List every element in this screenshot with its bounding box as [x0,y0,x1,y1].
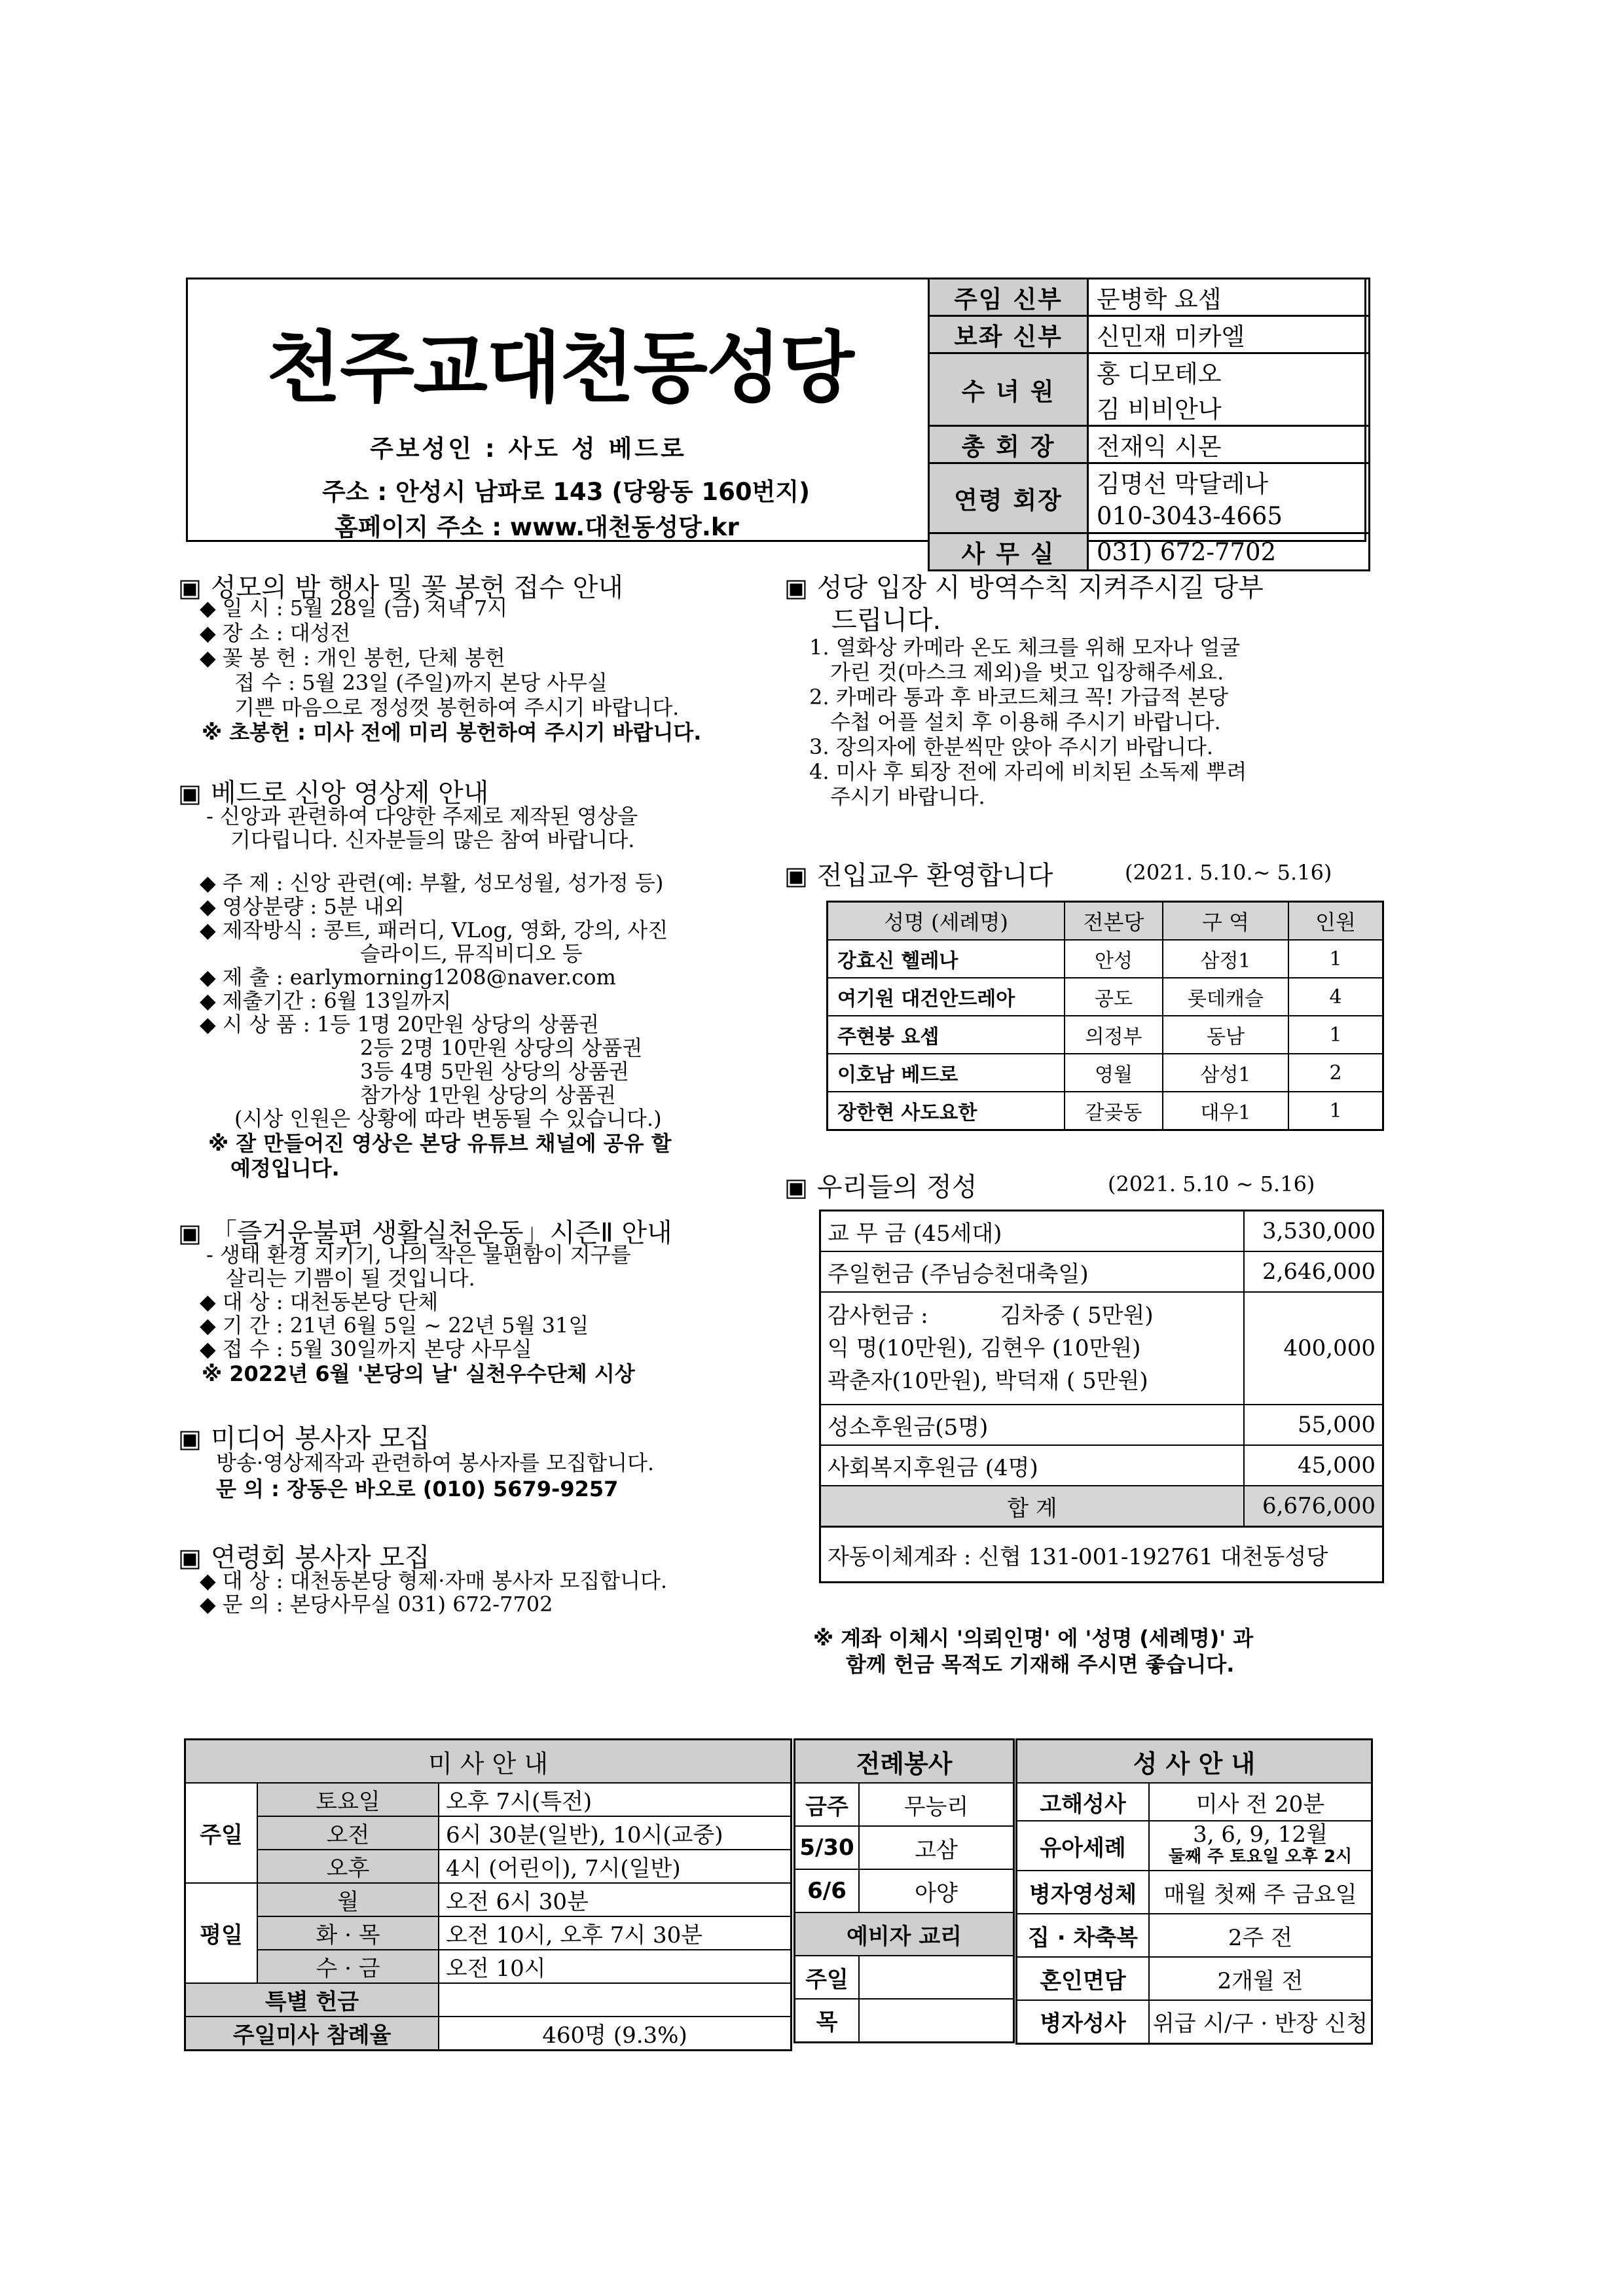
staff-directory [928,278,1370,571]
special-offering-label: 특별 헌금 [185,1983,439,2017]
video-festival-prize-3: 3등 4명 5만원 상당의 상품권 [360,1059,629,1084]
media-volunteer-contact: 문 의 : 장동은 바오로 (010) 5679-9257 [216,1477,619,1501]
quarantine-rule-2: 2. 카메라 통과 후 바코드체크 꼭! 가급적 본당 [809,685,1229,709]
diamond-bullet-icon: ◆ [200,918,216,942]
parish-address: 주소 : 안성시 남파로 143 (당왕동 160번지) [322,478,811,506]
member-count: 2 [1288,1054,1383,1092]
infant-baptism-value [1149,1821,1372,1871]
sick-communion-value: 매월 첫째 주 금요일 [1149,1871,1372,1914]
former-parish: 안성 [1065,940,1163,978]
square-bullet-icon: ▣ [784,1173,808,1202]
elder-volunteer-contact: ◆ 문 의 : 본당사무실 031) 672-7702 [200,1592,553,1617]
newcomer-name: 장한현 사도요한 [828,1092,1065,1130]
liturgy-week-value: 무능리 [859,1783,1014,1826]
square-bullet-icon: ▣ [178,779,202,808]
newcomer-name: 여기원 대건안드레아 [828,978,1065,1016]
liturgy-date-label: 5/30 [795,1826,860,1869]
sacrament-table [1015,1738,1373,2045]
eco-campaign-intro-2: 살리는 기쁨이 될 것입니다. [226,1266,475,1291]
sacrament-table-title: 성 사 안 내 [1017,1740,1372,1784]
square-bullet-icon: ▣ [178,1424,202,1453]
table-row [820,1292,1383,1405]
section-title-quarantine-2: 드립니다. [831,605,941,636]
video-festival-theme: ◆ 주 제 : 신앙 관련(예: 부활, 성모성월, 성가정 등) [200,870,664,895]
account-row [820,1527,1383,1583]
offering-amount: 3,530,000 [1244,1211,1383,1252]
district: 삼성1 [1163,1054,1288,1092]
column-header: 구 역 [1163,902,1288,941]
weekday-label: 평일 [185,1883,258,1983]
morning-time: 6시 30분(일반), 10시(교중) [439,1816,792,1850]
offering-period: (2021. 5.10 ~ 5.16) [1108,1172,1315,1196]
president-name: 전재익 시몬 [1088,426,1370,463]
diamond-bullet-icon: ◆ [200,894,216,919]
wed-fri-label: 수 · 금 [257,1950,439,1983]
attendance-label: 주일미사 참례율 [185,2017,439,2051]
offering-label: 주일헌금 (주님승천대축일) [820,1251,1245,1292]
catechism-day-value [859,1956,1014,1999]
newcomers-table [826,901,1384,1131]
diamond-bullet-icon: ◆ [200,645,216,670]
column-header: 전본당 [1065,902,1163,941]
bulletin-header [186,278,1366,568]
media-volunteer-desc: 방송·영상제작과 관련하여 봉사자를 모집합니다. [216,1450,655,1475]
blessing-value: 2주 전 [1149,1914,1372,1957]
table-row [820,1405,1383,1445]
confession-label: 고해성사 [1017,1783,1150,1821]
video-festival-format: ◆ 제작방식 : 콩트, 패러디, VLog, 영화, 강의, 사진 [200,918,668,942]
square-bullet-icon: ▣ [784,861,808,890]
catechism-day-label: 목 [795,1999,860,2042]
eco-campaign-intro-1: - 생태 환경 지키기, 나의 작은 불편함이 지구를 [206,1242,631,1267]
section-title-quarantine: ▣ 성당 입장 시 방역수칙 지켜주시길 당부 [784,573,1264,603]
eco-campaign-award: ※ 2022년 6월 '본당의 날' 실천우수단체 시상 [202,1361,635,1386]
quarantine-rule-4b: 주시기 바랍니다. [830,784,985,809]
district: 롯데캐슬 [1163,978,1288,1016]
section-title-elder-volunteer: ▣ 연령회 봉사자 모집 [178,1543,430,1573]
quarantine-rule-2b: 수첩 어플 설치 후 이용해 주시기 바랍니다. [830,709,1221,734]
liturgy-service-table [793,1738,1015,2043]
wed-fri-time: 오전 10시 [439,1950,792,1983]
transfer-note-2: 함께 헌금 목적도 기재해 주시면 좋습니다. [846,1652,1235,1677]
quarantine-rule-3: 3. 장의자에 한분씩만 앉아 주시기 바랍니다. [809,734,1214,759]
anointing-label: 병자성사 [1017,2000,1150,2043]
diamond-bullet-icon: ◆ [200,1313,216,1338]
square-bullet-icon: ▣ [784,573,808,602]
anointing-value: 위급 시/구 · 반장 신청 [1149,2000,1372,2043]
total-row [820,1486,1383,1527]
pastor-label: 주임 신부 [929,279,1088,316]
sisters-label: 수 녀 원 [929,353,1088,426]
offering-label: 성소후원금(5명) [820,1405,1245,1445]
video-festival-youtube-note-2: 예정입니다. [230,1156,340,1181]
section-title-offering: ▣ 우리들의 정성 [784,1172,977,1202]
offering-amount: 400,000 [1244,1292,1383,1405]
former-parish: 영월 [1065,1054,1163,1092]
diamond-bullet-icon: ◆ [200,988,216,1013]
offering-label: 사회복지후원금 (4명) [820,1445,1245,1486]
afternoon-label: 오후 [257,1850,439,1883]
elder-volunteer-target: ◆ 대 상 : 대천동본당 형제·자매 봉사자 모집합니다. [200,1568,668,1593]
video-festival-prize-4: 참가상 1만원 상당의 상품권 [360,1083,616,1107]
diamond-bullet-icon: ◆ [200,1289,216,1314]
thanks-offering-cell [820,1292,1245,1405]
catechism-day-value [859,1999,1014,2042]
table-row [828,978,1383,1016]
table-row [828,940,1383,978]
video-festival-prize-note: (시상 인원은 상황에 따라 변동될 수 있습니다.) [234,1106,662,1131]
member-count: 1 [1288,1016,1383,1054]
offering-amount: 2,646,000 [1244,1251,1383,1292]
mary-night-reception: 접 수 : 5월 23일 (주일)까지 본당 사무실 [234,670,608,695]
square-bullet-icon: ▣ [178,573,202,602]
eco-campaign-period: ◆ 기 간 : 21년 6월 5일 ~ 22년 5월 31일 [200,1313,589,1338]
quarantine-rule-1b: 가린 것(마스크 제외)을 벗고 입장해주세요. [830,660,1224,685]
total-label: 합 계 [820,1486,1245,1527]
mary-night-time: ◆ 일 시 : 5월 28일 (금) 저녁 7시 [200,596,508,620]
blessing-label: 집 · 차축복 [1017,1914,1150,1957]
district: 동남 [1163,1016,1288,1054]
table-row [820,1211,1383,1252]
video-festival-youtube-note: ※ 잘 만들어진 영상은 본당 유튜브 채널에 공유 할 [208,1131,672,1156]
liturgy-week-label: 금주 [795,1783,860,1826]
square-bullet-icon: ▣ [178,1543,202,1572]
pastor-name: 문병학 요셉 [1088,279,1370,316]
newcomer-name: 주현붕 요셉 [828,1016,1065,1054]
sister-name-1: 홍 디모테오 [1088,353,1370,390]
offering-label: 감사헌금 : [828,1302,928,1329]
former-parish: 공도 [1065,978,1163,1016]
tue-thu-label: 화 · 목 [257,1916,439,1950]
attendance-value: 460명 (9.3%) [439,2017,792,2051]
mary-night-flower: ◆ 꽃 봉 헌 : 개인 봉헌, 단체 봉헌 [200,645,505,670]
diamond-bullet-icon: ◆ [200,620,216,645]
elder-label: 연령 회장 [929,463,1088,533]
morning-label: 오전 [257,1816,439,1850]
newcomers-period: (2021. 5.10.~ 5.16) [1125,860,1332,885]
square-bullet-icon: ▣ [178,1219,202,1247]
diamond-bullet-icon: ◆ [200,1012,216,1037]
newcomer-name: 강효신 헬레나 [828,940,1065,978]
office-label: 사 무 실 [929,533,1088,571]
district: 대우1 [1163,1092,1288,1130]
liturgy-date-label: 6/6 [795,1869,860,1912]
office-phone: 031) 672-7702 [1088,533,1370,571]
video-festival-prize-1: ◆ 시 상 품 : 1등 1명 20만원 상당의 상품권 [200,1012,600,1037]
special-offering-value [439,1983,792,2017]
mass-table-title: 미 사 안 내 [185,1740,792,1784]
donor-line: 곽춘자(10만원), 박덕재 ( 5만원) [828,1368,1148,1394]
sister-name-2: 김 비비안나 [1088,389,1370,426]
donor-line: 김차중 ( 5만원) [1000,1302,1154,1329]
offering-amount: 55,000 [1244,1405,1383,1445]
catechism-label: 예비자 교리 [795,1912,1014,1956]
mary-night-place: ◆ 장 소 : 대성전 [200,620,351,645]
mary-night-offering-note: ※ 초봉헌 : 미사 전에 미리 봉헌하여 주시기 바랍니다. [202,720,702,745]
video-festival-intro-1: - 신앙과 관련하여 다양한 주제로 제작된 영상을 [206,804,638,829]
diamond-bullet-icon: ◆ [200,596,216,620]
column-header: 인원 [1288,902,1383,941]
offering-label: 교 무 금 (45세대) [820,1211,1245,1252]
column-header: 성명 (세례명) [828,902,1065,941]
monday-time: 오전 6시 30분 [439,1883,792,1916]
former-parish: 갈곶동 [1065,1092,1163,1130]
assistant-name: 신민재 미카엘 [1088,316,1370,353]
mass-schedule-table [184,1738,792,2051]
baptism-schedule: 둘째 주 토요일 오후 2시 [1168,1847,1353,1867]
tue-thu-time: 오전 10시, 오후 7시 30분 [439,1916,792,1950]
eco-campaign-target: ◆ 대 상 : 대천동본당 단체 [200,1289,439,1314]
monday-label: 월 [257,1883,439,1916]
homepage-address: 홈페이지 주소 : www.대천동성당.kr [335,513,739,541]
table-row [820,1445,1383,1486]
baptism-months: 3, 6, 9, 12월 [1193,1821,1328,1848]
diamond-bullet-icon: ◆ [200,965,216,990]
member-count: 1 [1288,940,1383,978]
offering-amount: 45,000 [1244,1445,1383,1486]
diamond-bullet-icon: ◆ [200,1336,216,1361]
table-row [828,1054,1383,1092]
district: 삼정1 [1163,940,1288,978]
marriage-interview-label: 혼인면담 [1017,1957,1150,2000]
elder-phone: 010-3043-4665 [1088,499,1370,533]
infant-baptism-label: 유아세례 [1017,1821,1150,1871]
patron-saint: 주보성인 : 사도 성 베드로 [370,435,687,463]
saturday-time: 오후 7시(특전) [439,1783,792,1816]
bank-account: 자동이체계좌 : 신협 131-001-192761 대천동성당 [820,1527,1383,1583]
video-festival-length: ◆ 영상분량 : 5분 내외 [200,894,405,919]
mary-night-note: 기쁜 마음으로 정성껏 봉헌하여 주시기 바랍니다. [234,695,680,720]
table-header-row [828,902,1383,941]
president-label: 총 회 장 [929,426,1088,463]
transfer-note-1: ※ 계좌 이체시 '의뢰인명' 에 '성명 (세례명)' 과 [813,1626,1254,1651]
section-title-mary-night: ▣ 성모의 밤 행사 및 꽃 봉헌 접수 안내 [178,573,623,603]
member-count: 4 [1288,978,1383,1016]
sunday-label: 주일 [185,1783,258,1883]
section-title-video-festival: ▣ 베드로 신앙 영상제 안내 [178,778,489,808]
video-festival-deadline: ◆ 제출기간 : 6월 13일까지 [200,988,452,1013]
former-parish: 의정부 [1065,1016,1163,1054]
newcomer-name: 이호남 베드로 [828,1054,1065,1092]
video-festival-format-2: 슬라이드, 뮤직비디오 등 [360,941,583,966]
afternoon-time: 4시 (어린이), 7시(일반) [439,1850,792,1883]
diamond-bullet-icon: ◆ [200,1568,216,1593]
table-row [828,1016,1383,1054]
assistant-label: 보좌 신부 [929,316,1088,353]
donor-line: 익 명(10만원), 김현우 (10만원) [828,1335,1141,1361]
quarantine-rule-1: 1. 열화상 카메라 온도 체크를 위해 모자나 얼굴 [809,635,1241,660]
section-title-newcomers: ▣ 전입교우 환영합니다 [784,861,1053,891]
diamond-bullet-icon: ◆ [200,870,216,895]
table-row [820,1251,1383,1292]
member-count: 1 [1288,1092,1383,1130]
table-row [828,1092,1383,1130]
diamond-bullet-icon: ◆ [200,1592,216,1617]
sick-communion-label: 병자영성체 [1017,1871,1150,1914]
quarantine-rule-4: 4. 미사 후 퇴장 전에 자리에 비치된 소독제 뿌려 [809,759,1247,784]
parish-title: 천주교대천동성당 [266,323,853,413]
marriage-interview-value: 2개월 전 [1149,1957,1372,2000]
liturgy-date-value: 고삼 [859,1826,1014,1869]
video-festival-prize-2: 2등 2명 10만원 상당의 상품권 [360,1035,643,1060]
section-title-media-volunteer: ▣ 미디어 봉사자 모집 [178,1424,430,1454]
eco-campaign-reception: ◆ 접 수 : 5월 30일까지 본당 사무실 [200,1336,532,1361]
liturgy-date-value: 아양 [859,1869,1014,1912]
catechism-day-label: 주일 [795,1956,860,1999]
elder-name: 김명선 막달레나 [1088,463,1370,500]
video-festival-submit: ◆ 제 출 : earlymorning1208@naver.com [200,965,616,990]
video-festival-intro-2: 기다립니다. 신자분들의 많은 참여 바랍니다. [230,827,635,852]
section-title-eco-campaign: ▣ 「즐거운불편 생활실천운동」시즌Ⅱ 안내 [178,1218,672,1248]
confession-value: 미사 전 20분 [1149,1783,1372,1821]
offering-table [819,1210,1384,1583]
total-amount: 6,676,000 [1244,1486,1383,1527]
liturgy-table-title: 전례봉사 [795,1740,1014,1784]
saturday-label: 토요일 [257,1783,439,1816]
